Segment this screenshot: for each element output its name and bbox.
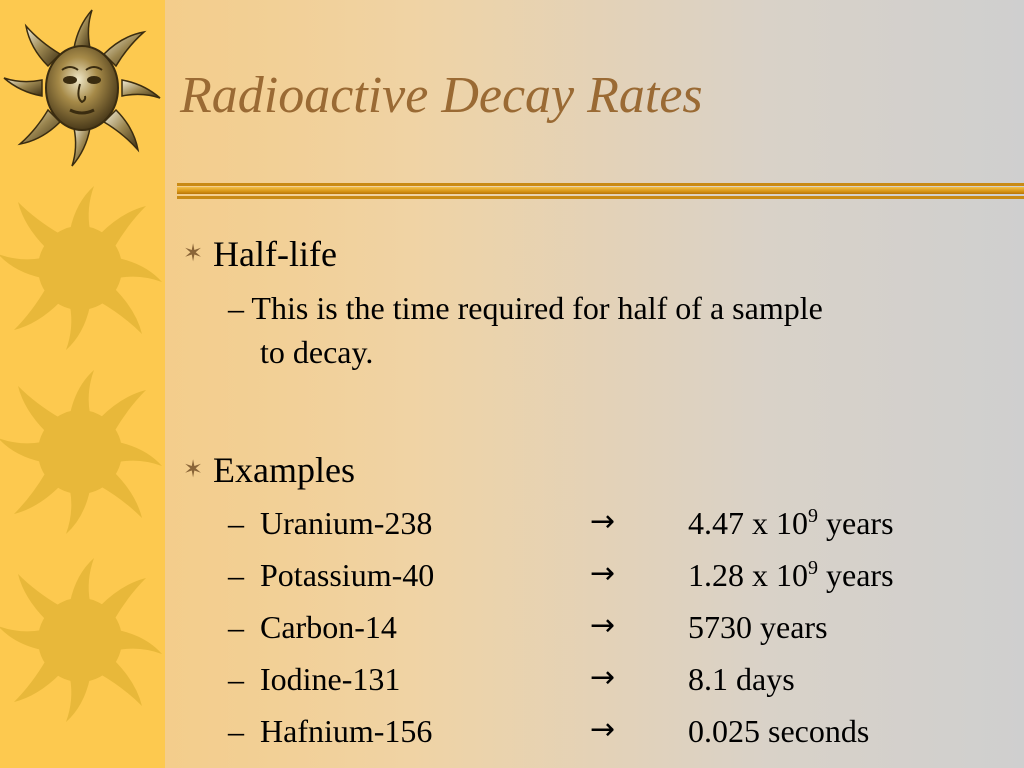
- bullet-examples: [183, 452, 355, 488]
- bullet-label: Examples: [213, 450, 355, 490]
- half-life-value: 8.1 days: [688, 661, 795, 697]
- sun-icon: [0, 186, 162, 350]
- isotope-name: Uranium-238: [260, 505, 433, 541]
- sun-face-icon: [4, 10, 160, 166]
- half-life-value: 5730 years: [688, 609, 828, 645]
- title-divider: [177, 183, 1024, 203]
- sun-icon: [0, 558, 162, 722]
- star-bullet-icon: ✶: [183, 241, 204, 267]
- sub-bullet-definition: – This is the time required for half of a sample: [228, 290, 823, 326]
- arrow-right-icon: →: [590, 504, 616, 539]
- isotope-name: Hafnium-156: [260, 713, 433, 749]
- half-life-value: 4.47 x $10^9$ years: [688, 505, 894, 541]
- isotope-name: Iodine-131: [260, 661, 401, 697]
- bullet-half-life: [183, 236, 337, 272]
- arrow-right-icon: →: [590, 660, 616, 695]
- half-life-value: 0.025 seconds: [688, 713, 870, 749]
- sun-sidebar: [0, 0, 165, 768]
- isotope-name: Carbon-14: [260, 609, 397, 645]
- definition-line-2: to decay.: [260, 334, 374, 370]
- arrow-right-icon: →: [590, 556, 616, 591]
- half-life-value: 1.28 x $10^9$ years: [688, 557, 894, 593]
- sun-decoration: [0, 0, 165, 768]
- star-bullet-icon: ✶: [183, 457, 204, 483]
- isotope-name: Potassium-40: [260, 557, 435, 593]
- arrow-right-icon: →: [590, 608, 616, 643]
- bullet-label: Half-life: [213, 234, 337, 274]
- sun-icon: [0, 370, 162, 534]
- definition-line-1: This is the time required for half of a sample: [251, 290, 823, 326]
- arrow-right-icon: →: [590, 712, 616, 747]
- slide-title: Radioactive Decay Rates: [180, 67, 703, 124]
